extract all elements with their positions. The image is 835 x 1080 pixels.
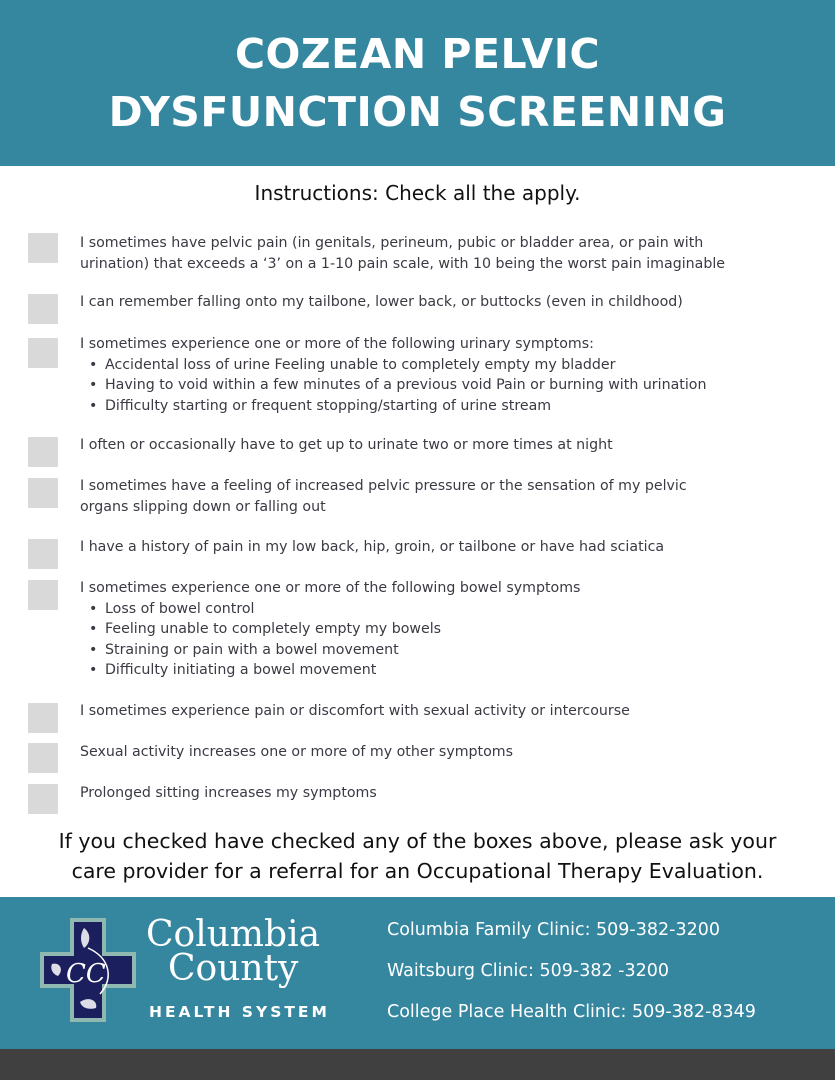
bullet-list — [80, 599, 820, 681]
item-text: I sometimes experience one or more of the following urinary symptoms: — [80, 336, 594, 352]
logo-name — [146, 914, 321, 989]
contact-waitsburg-clinic: Waitsburg Clinic: 509-382 -3200 — [387, 961, 670, 981]
bullet-item: • Difficulty initiating a bowel movement — [105, 660, 820, 681]
checkbox[interactable] — [28, 784, 58, 814]
bullet-item: • Loss of bowel control — [105, 599, 820, 620]
instructions-heading: Instructions: Check all the apply. — [254, 181, 581, 205]
bullet-list — [80, 355, 820, 417]
item-text: I sometimes have pelvic pain (in genitals, perineum, pubic or bladder area, or pain with urination) that exceeds a ‘3’ on a 1-10 pain scale, with 10 being the worst pain imaginable — [80, 235, 725, 272]
item-text: I sometimes have a feeling of increased pelvic pressure or the sensation of my pelvic organs slipping down or falling out — [80, 478, 687, 515]
checkbox[interactable] — [28, 233, 58, 263]
checkbox[interactable] — [28, 437, 58, 467]
contact-college-place-clinic: College Place Health Clinic: 509-382-8349 — [387, 1002, 756, 1022]
bullet-item: • Accidental loss of urine Feeling unable to completely empty my bladder — [105, 355, 820, 376]
page-title: COZEAN PELVIC DYSFUNCTION SCREENING — [108, 30, 727, 136]
logo-subtitle: HEALTH SYSTEM — [149, 1003, 330, 1021]
logo-name-line-2: County — [168, 948, 299, 989]
cross-leaf-logo-icon — [40, 918, 136, 1022]
bullet-item: • Straining or pain with a bowel movement — [105, 640, 820, 661]
item-content — [80, 334, 820, 416]
checkbox[interactable] — [28, 743, 58, 773]
cta-line-1: If you checked have checked any of the boxes above, please ask your — [58, 829, 777, 853]
checkbox[interactable] — [28, 580, 58, 610]
bullet-item: • Difficulty starting or frequent stopping/starting of urine stream — [105, 396, 820, 417]
bullet-item: • Feeling unable to completely empty my bowels — [105, 619, 820, 640]
item-text: I have a history of pain in my low back, hip, groin, or tailbone or have had sciatica — [80, 539, 665, 555]
bottom-bar — [0, 1049, 835, 1080]
item-content — [80, 578, 820, 681]
item-text: I sometimes experience one or more of the following bowel symptoms — [80, 580, 581, 596]
call-to-action — [0, 826, 835, 886]
header-banner — [0, 0, 835, 166]
contact-columbia-family-clinic: Columbia Family Clinic: 509-382-3200 — [387, 920, 721, 940]
svg-text:CC: CC — [66, 959, 106, 989]
logo-name-line-1: Columbia — [146, 914, 321, 955]
checkbox[interactable] — [28, 539, 58, 569]
bullet-item: • Having to void within a few minutes of a previous void Pain or burning with urination — [105, 375, 820, 396]
item-text: Prolonged sitting increases my symptoms — [80, 785, 377, 801]
item-text: I sometimes experience pain or discomfort with sexual activity or intercourse — [80, 703, 630, 719]
item-text: I can remember falling onto my tailbone, lower back, or buttocks (even in childhood) — [80, 294, 683, 310]
checkbox[interactable] — [28, 294, 58, 324]
item-text: I often or occasionally have to get up to urinate two or more times at night — [80, 437, 613, 453]
item-text: Sexual activity increases one or more of my other symptoms — [80, 744, 514, 760]
checkbox[interactable] — [28, 338, 58, 368]
contact-list — [387, 917, 756, 1040]
cta-line-2: care provider for a referral for an Occupational Therapy Evaluation. — [71, 859, 764, 883]
checkbox[interactable] — [28, 478, 58, 508]
checkbox[interactable] — [28, 703, 58, 733]
